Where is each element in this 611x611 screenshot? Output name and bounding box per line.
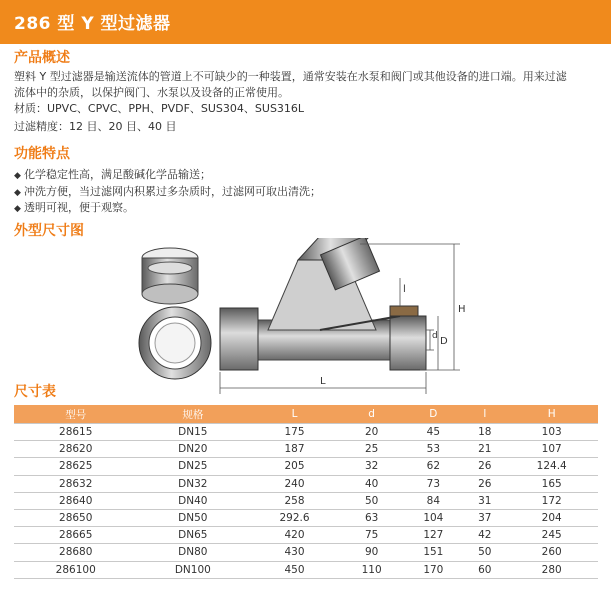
table-cell: 110	[341, 561, 403, 578]
table-cell: 21	[464, 441, 505, 458]
table-row	[14, 492, 598, 509]
branch	[268, 238, 380, 330]
table-cell: 26	[464, 458, 505, 475]
feature-item	[14, 183, 321, 199]
precision-line: 过滤精度：12 目、20 目、40 目	[14, 120, 177, 133]
overview-line-2: 流体中的杂质，以保护阀门、水泵以及设备的正常使用。	[14, 86, 289, 99]
table-cell: 32	[341, 458, 403, 475]
table-cell: 175	[248, 424, 341, 441]
column-header: H	[505, 405, 598, 424]
table-cell: 107	[505, 441, 598, 458]
column-header: d	[341, 405, 403, 424]
filter-cap	[142, 248, 198, 304]
table-cell: DN32	[137, 475, 248, 492]
table-cell: 25	[341, 441, 403, 458]
table-row	[14, 509, 598, 526]
table-cell: 240	[248, 475, 341, 492]
table-cell: 450	[248, 561, 341, 578]
table-cell: 172	[505, 492, 598, 509]
table-cell: 258	[248, 492, 341, 509]
material-line: 材质：UPVC、CPVC、PPH、PVDF、SUS304、SUS316L	[14, 102, 305, 115]
table-cell: 28632	[14, 475, 137, 492]
table-cell: 420	[248, 527, 341, 544]
feature-item	[14, 199, 134, 215]
table-cell: 28650	[14, 509, 137, 526]
dim-label-L: L	[320, 376, 326, 387]
column-header: D	[402, 405, 464, 424]
column-header: L	[248, 405, 341, 424]
dim-label-H: H	[458, 304, 466, 315]
overview-heading: 产品概述	[14, 50, 70, 66]
strainer-body	[220, 238, 426, 370]
table-cell: DN80	[137, 544, 248, 561]
table-cell: 170	[402, 561, 464, 578]
features-heading: 功能特点	[14, 146, 70, 162]
table-cell: 75	[341, 527, 403, 544]
end-view	[139, 307, 211, 379]
column-header: l	[464, 405, 505, 424]
table-cell: 205	[248, 458, 341, 475]
table-cell: 104	[402, 509, 464, 526]
table-cell: DN50	[137, 509, 248, 526]
table-row	[14, 544, 598, 561]
dim-label-l: l	[403, 284, 406, 295]
table-cell: 260	[505, 544, 598, 561]
feature-text: 透明可视，便于观察。	[24, 201, 134, 214]
table-cell: DN25	[137, 458, 248, 475]
table-cell: 31	[464, 492, 505, 509]
table-cell: DN20	[137, 441, 248, 458]
table-cell: 26	[464, 475, 505, 492]
table-row	[14, 527, 598, 544]
table-cell: 62	[402, 458, 464, 475]
table-cell: 28625	[14, 458, 137, 475]
table-header-row	[14, 405, 598, 424]
table-cell: 28680	[14, 544, 137, 561]
dimension-table	[14, 405, 598, 579]
table-row	[14, 561, 598, 578]
table-cell: 28640	[14, 492, 137, 509]
table-cell: 280	[505, 561, 598, 578]
table-cell: 430	[248, 544, 341, 561]
overview-line-1: 塑料 Y 型过滤器是输送流体的管道上不可缺少的一种装置，通常安装在水泵和阀门或其他设备的进口端。用来过滤	[14, 70, 567, 83]
table-cell: DN15	[137, 424, 248, 441]
table-cell: 187	[248, 441, 341, 458]
table-cell: 73	[402, 475, 464, 492]
table-cell: 84	[402, 492, 464, 509]
table-cell: DN65	[137, 527, 248, 544]
table-cell: 50	[341, 492, 403, 509]
table-cell: 28665	[14, 527, 137, 544]
table-cell: DN100	[137, 561, 248, 578]
table-cell: 40	[341, 475, 403, 492]
table-cell: 28615	[14, 424, 137, 441]
feature-text: 冲洗方便，当过滤网内积累过多杂质时，过滤网可取出清洗；	[24, 185, 321, 198]
table-cell: 37	[464, 509, 505, 526]
table-cell: 292.6	[248, 509, 341, 526]
table-cell: 165	[505, 475, 598, 492]
bullet-icon: ◆	[14, 171, 21, 181]
column-header: 规格	[137, 405, 248, 424]
table-cell: 63	[341, 509, 403, 526]
table-row	[14, 458, 598, 475]
table-cell: 53	[402, 441, 464, 458]
table-cell: 18	[464, 424, 505, 441]
table-heading: 尺寸表	[14, 384, 56, 400]
bullet-icon: ◆	[14, 204, 21, 214]
table-cell: 151	[402, 544, 464, 561]
table-cell: 50	[464, 544, 505, 561]
table-cell: 245	[505, 527, 598, 544]
table-cell: 124.4	[505, 458, 598, 475]
column-header: 型号	[14, 405, 137, 424]
table-cell: 127	[402, 527, 464, 544]
y-strainer-drawing	[120, 238, 480, 396]
feature-text: 化学稳定性高，满足酸碱化学品输送；	[24, 168, 211, 181]
table-row	[14, 475, 598, 492]
table-cell: 90	[341, 544, 403, 561]
feature-item	[14, 166, 211, 182]
table-cell: 20	[341, 424, 403, 441]
table-cell: 103	[505, 424, 598, 441]
table-cell: 204	[505, 509, 598, 526]
dim-label-d: d	[432, 331, 438, 341]
bullet-icon: ◆	[14, 188, 21, 198]
table-cell: 42	[464, 527, 505, 544]
table-cell: DN40	[137, 492, 248, 509]
table-cell: 286100	[14, 561, 137, 578]
table-cell: 60	[464, 561, 505, 578]
table-row	[14, 424, 598, 441]
table-cell: 28620	[14, 441, 137, 458]
table-row	[14, 441, 598, 458]
title-banner	[0, 0, 611, 44]
table-cell: 45	[402, 424, 464, 441]
drawing-heading: 外型尺寸图	[14, 223, 84, 239]
dim-label-D: D	[440, 336, 448, 347]
page-title: 286 型 Y 型过滤器	[14, 14, 171, 34]
